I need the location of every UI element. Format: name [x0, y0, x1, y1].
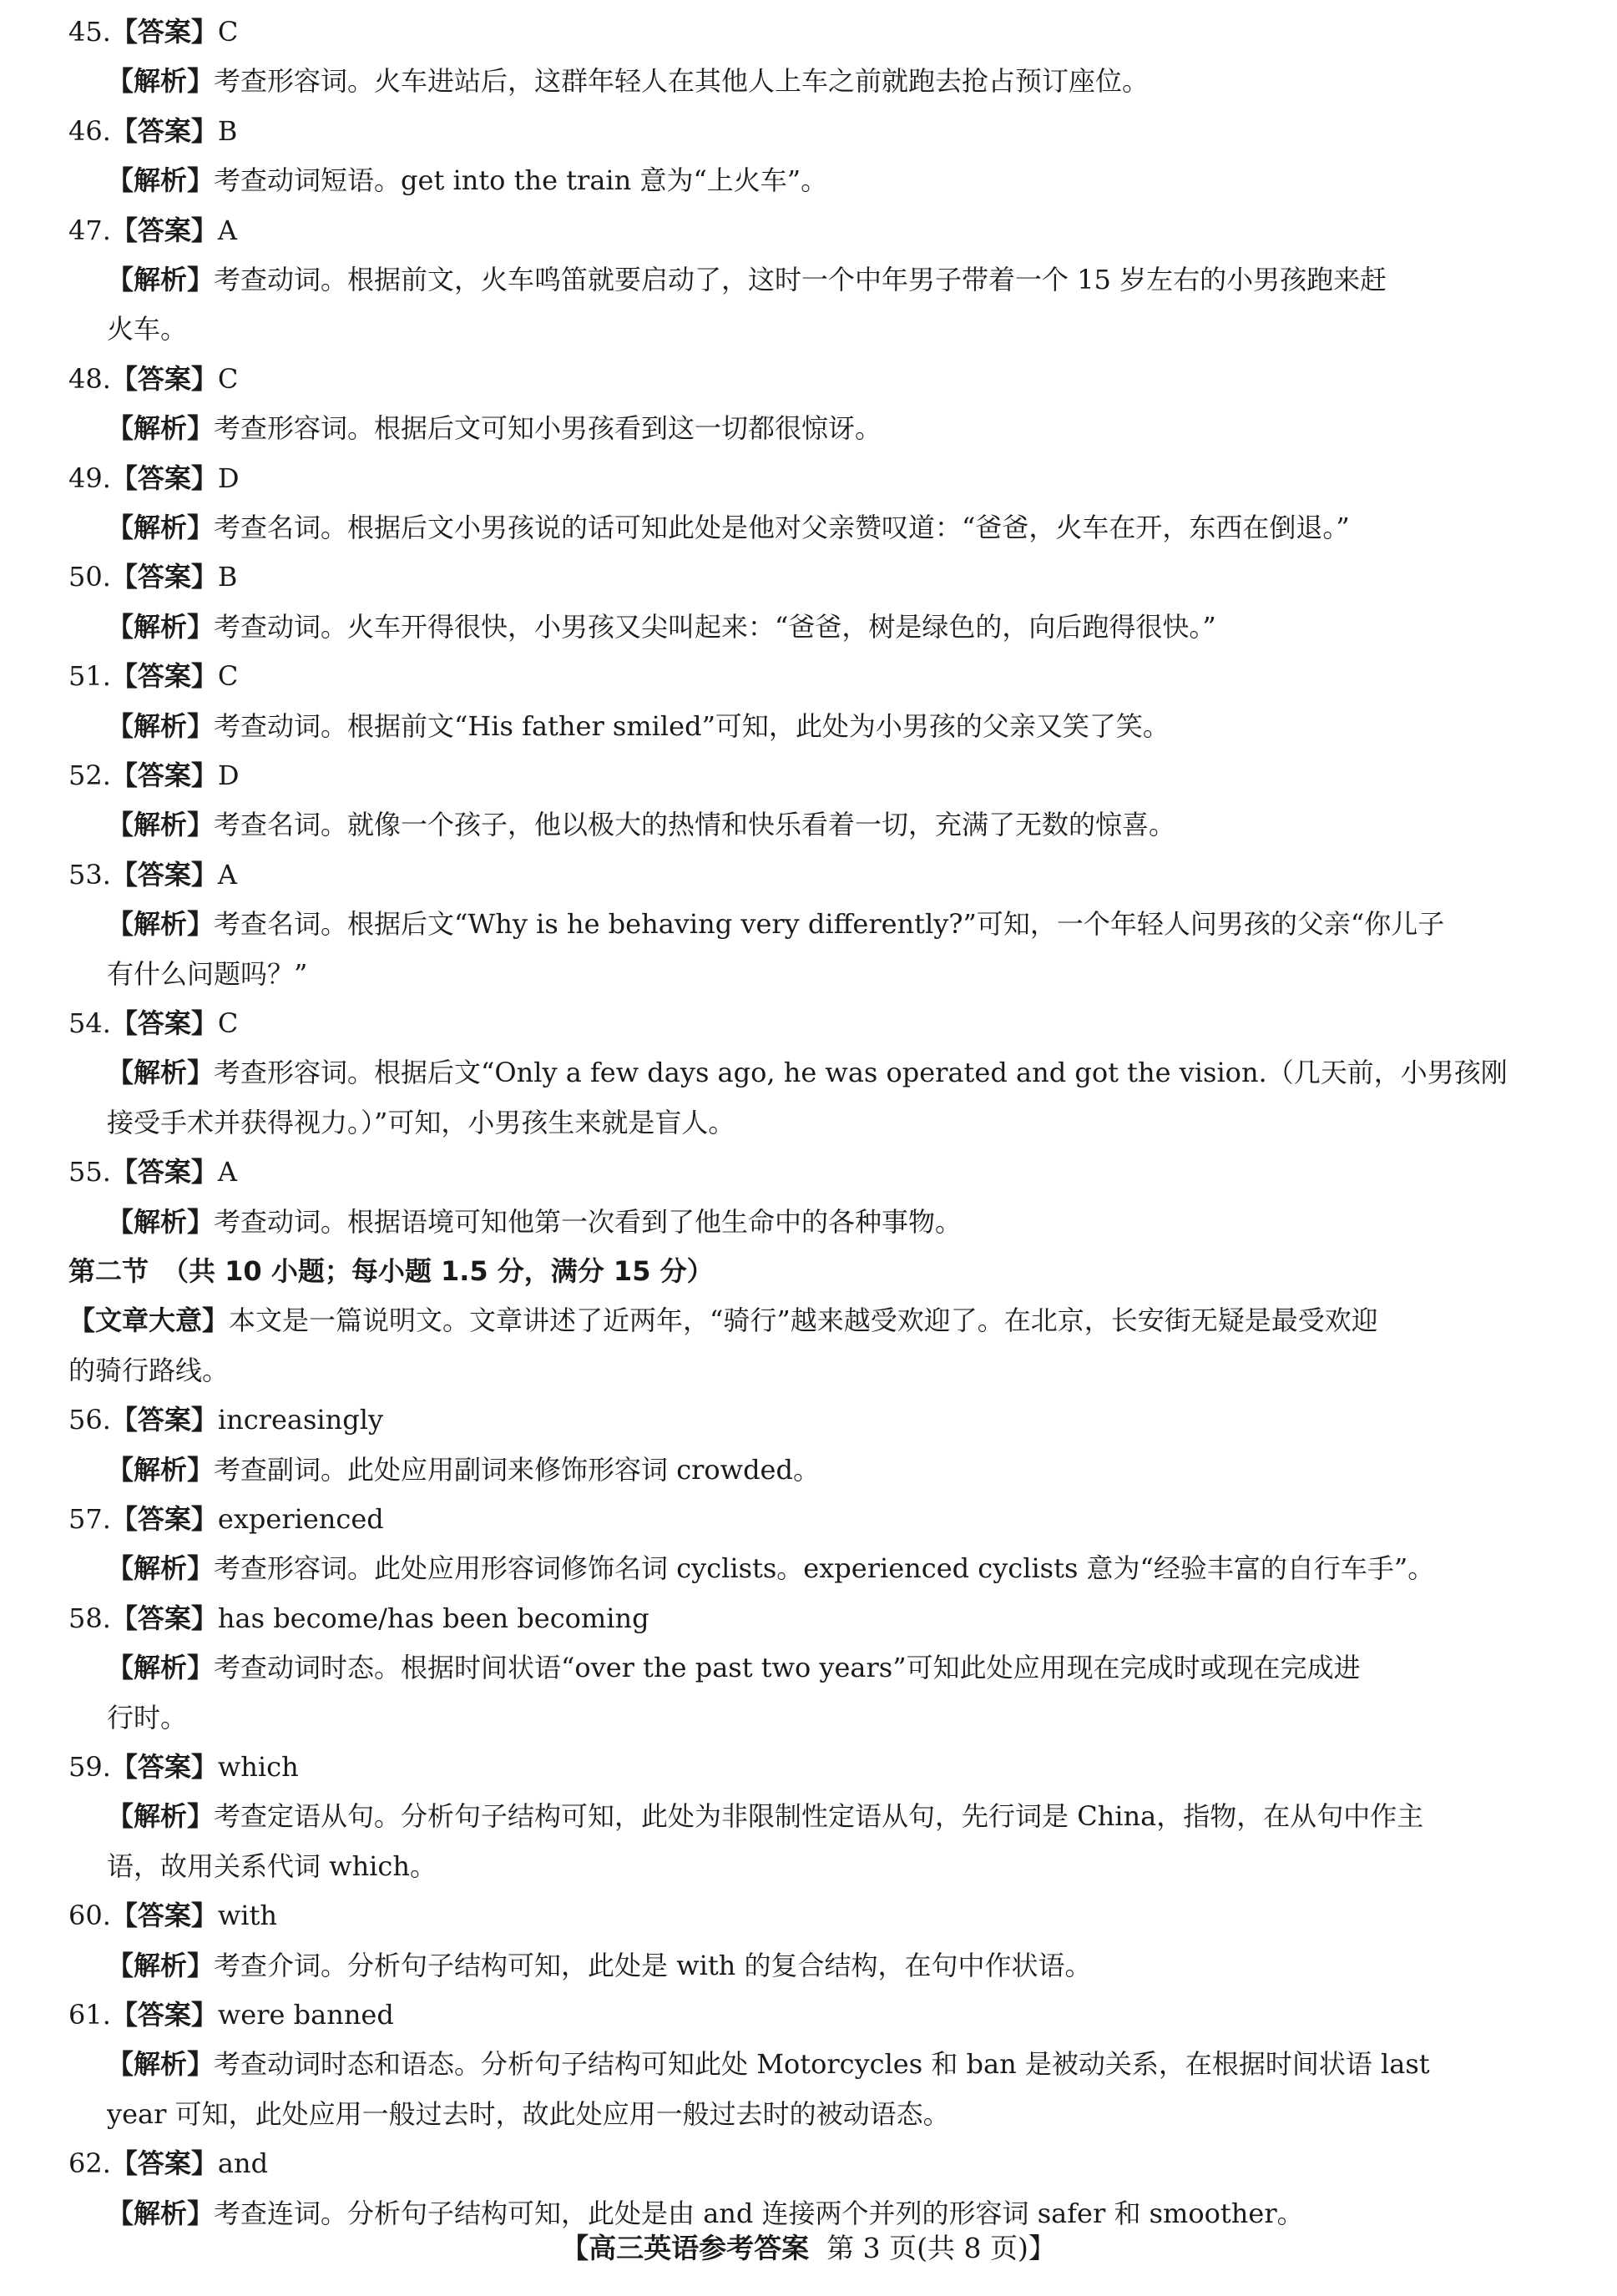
- explanation-line: [107, 709, 1170, 743]
- answer-tag: 【答案】: [110, 858, 218, 891]
- question-number: 52.: [68, 759, 111, 791]
- answer-value: C: [217, 362, 239, 395]
- explanation-text: 考查动词。根据前文“His father smiled”可知，此处为小男孩的父亲又笑了笑。: [214, 709, 1170, 742]
- section-heading-text: 第二节 （共 10 小题；每小题 1.5 分，满分 15 分）: [68, 1255, 714, 1287]
- question-number: 50.: [68, 561, 111, 593]
- explanation-text: 考查动词时态。根据时间状语“over the past two years”可知此处应用现在完成时或现在完成进: [214, 1652, 1361, 1684]
- answer-value: D: [217, 462, 240, 494]
- question-number: 60.: [68, 1900, 111, 1932]
- question-number: 55.: [68, 1156, 111, 1188]
- explanation-tag: 【解析】: [107, 164, 215, 197]
- footer-page-number: 第 3 页(共 8 页)】: [826, 2232, 1056, 2264]
- explanation-tag: 【解析】: [107, 1652, 215, 1684]
- explanation-line: [107, 1552, 1434, 1585]
- explanation-continuation: [107, 957, 307, 991]
- summary-text: 的骑行路线。: [68, 1354, 230, 1386]
- explanation-text: 考查形容词。根据后文可知小男孩看到这一切都很惊讶。: [214, 412, 882, 445]
- answer-line: [68, 114, 237, 148]
- answer-tag: 【答案】: [110, 1900, 218, 1932]
- explanation-text: 考查形容词。根据后文“Only a few days ago, he was operated and got the vision.（几天前，小男孩刚: [214, 1057, 1508, 1089]
- explanation-line: [107, 2197, 1304, 2230]
- answer-value: A: [217, 214, 238, 246]
- answer-line: [68, 1750, 299, 1784]
- answer-tag: 【答案】: [110, 462, 218, 494]
- answer-value: were banned: [217, 1999, 394, 2031]
- explanation-line: [107, 411, 882, 445]
- answer-value: has become/has been becoming: [217, 1602, 649, 1634]
- summary-text: 本文是一篇说明文。文章讲述了近两年，“骑行”越来越受欢迎了。在北京，长安街无疑是最受欢迎: [229, 1304, 1378, 1337]
- answer-tag: 【答案】: [110, 1503, 218, 1535]
- explanation-line: [107, 1205, 962, 1239]
- explanation-line: [107, 2047, 1430, 2081]
- answer-value: A: [217, 858, 238, 891]
- explanation-continuation: [107, 2097, 950, 2131]
- answer-line: [68, 1403, 383, 1436]
- footer-title: 【高三英语参考答案: [561, 2232, 810, 2264]
- explanation-line: [107, 808, 1175, 841]
- explanation-text: 考查动词。根据前文，火车鸣笛就要启动了，这时一个中年男子带着一个 15 岁左右的小男孩跑来赶: [214, 264, 1387, 295]
- question-number: 59.: [68, 1751, 111, 1783]
- explanation-line: [107, 907, 1444, 941]
- explanation-tag: 【解析】: [107, 610, 215, 643]
- explanation-continuation: [107, 312, 187, 346]
- answer-line: [68, 15, 238, 48]
- explanation-line: [107, 610, 1216, 643]
- answer-tag: 【答案】: [110, 214, 218, 246]
- explanation-text: 考查名词。根据后文小男孩说的话可知此处是他对父亲赞叹道：“爸爸，火车在开，东西在倒退。”: [214, 512, 1350, 543]
- answer-value: B: [217, 114, 238, 147]
- answer-value: C: [217, 16, 239, 48]
- answer-line: [68, 1998, 394, 2031]
- answer-tag: 【答案】: [110, 114, 218, 147]
- answer-value: which: [217, 1751, 299, 1783]
- answer-value: A: [217, 1156, 238, 1188]
- section-heading: [68, 1254, 714, 1288]
- answer-value: D: [217, 759, 240, 791]
- explanation-tag: 【解析】: [107, 908, 215, 941]
- answer-line: [68, 1899, 277, 1932]
- answer-value: increasingly: [217, 1404, 384, 1436]
- explanation-line: [107, 1799, 1423, 1833]
- explanation-text: 考查动词时态和语态。分析句子结构可知此处 Motorcycles 和 ban 是被动关系，在根据时间状语 last: [214, 2048, 1430, 2081]
- answer-tag: 【答案】: [110, 362, 218, 395]
- answer-line: [68, 1155, 237, 1188]
- answer-tag: 【答案】: [110, 1404, 218, 1436]
- answer-line: [68, 1502, 384, 1536]
- answer-tag: 【答案】: [110, 1602, 218, 1634]
- answer-tag: 【答案】: [110, 2147, 218, 2180]
- explanation-tag: 【解析】: [107, 512, 215, 543]
- answer-value: C: [217, 660, 239, 693]
- explanation-tag: 【解析】: [107, 709, 215, 742]
- question-number: 58.: [68, 1602, 111, 1634]
- question-number: 51.: [68, 660, 111, 693]
- explanation-text: 考查动词短语。get into the train 意为“上火车”。: [214, 164, 828, 197]
- answer-line: [68, 560, 237, 593]
- explanation-continuation: [107, 1701, 187, 1734]
- answer-line: [68, 362, 238, 396]
- answer-tag: 【答案】: [110, 16, 218, 48]
- explanation-text: 考查动词。火车开得很快，小男孩又尖叫起来：“爸爸，树是绿色的，向后跑得很快。”: [214, 610, 1216, 643]
- explanation-text: 考查名词。就像一个孩子，他以极大的热情和快乐看着一切，充满了无数的惊喜。: [214, 809, 1176, 841]
- answer-tag: 【答案】: [110, 1999, 218, 2031]
- explanation-tag: 【解析】: [107, 1800, 215, 1833]
- explanation-line: [107, 1651, 1361, 1684]
- explanation-tag: 【解析】: [107, 1453, 215, 1486]
- explanation-tag: 【解析】: [107, 2197, 215, 2229]
- explanation-line: [107, 164, 827, 197]
- explanation-text: 有什么问题吗？”: [107, 957, 308, 990]
- explanation-tag: 【解析】: [107, 2048, 215, 2081]
- question-number: 62.: [68, 2147, 111, 2180]
- explanation-text: 接受手术并获得视力。）”可知，小男孩生来就是盲人。: [107, 1106, 735, 1138]
- explanation-text: 考查副词。此处应用副词来修饰形容词 crowded。: [214, 1453, 820, 1486]
- answer-line: [68, 759, 240, 792]
- explanation-text: 考查连词。分析句子结构可知，此处是由 and 连接两个并列的形容词 safer 和 smoother。: [214, 2197, 1304, 2229]
- explanation-text: 语，故用关系代词 which。: [107, 1849, 437, 1882]
- answer-tag: 【答案】: [110, 1007, 218, 1039]
- explanation-text: 行时。: [107, 1701, 188, 1733]
- answer-line: [68, 214, 237, 247]
- explanation-tag: 【解析】: [107, 1057, 215, 1089]
- answer-line: [68, 1602, 649, 1635]
- answer-line: [68, 1007, 238, 1040]
- explanation-text: 考查形容词。火车进站后，这群年轻人在其他人上车之前就跑去抢占预订座位。: [214, 65, 1150, 98]
- explanation-text: 考查形容词。此处应用形容词修饰名词 cyclists。experienced cyclists 意为“经验丰富的自行车手”。: [214, 1552, 1435, 1585]
- answer-value: B: [217, 561, 238, 593]
- answer-tag: 【答案】: [110, 561, 218, 593]
- question-number: 56.: [68, 1404, 111, 1436]
- explanation-tag: 【解析】: [107, 1205, 215, 1238]
- answer-tag: 【答案】: [110, 660, 218, 693]
- answer-tag: 【答案】: [110, 1156, 218, 1188]
- answer-value: C: [217, 1007, 239, 1039]
- answer-tag: 【答案】: [110, 759, 218, 791]
- question-number: 46.: [68, 114, 111, 147]
- explanation-text: 考查名词。根据后文“Why is he behaving very differently?”可知，一个年轻人问男孩的父亲“你儿子: [214, 908, 1445, 941]
- question-number: 54.: [68, 1007, 111, 1039]
- explanation-continuation: [107, 1106, 735, 1139]
- answer-value: experienced: [217, 1503, 384, 1535]
- answer-tag: 【答案】: [110, 1751, 218, 1783]
- explanation-line: [107, 64, 1149, 98]
- explanation-tag: 【解析】: [107, 65, 215, 98]
- question-number: 47.: [68, 214, 111, 246]
- explanation-line: [107, 1056, 1508, 1089]
- page-footer: [0, 2232, 1617, 2265]
- question-number: 45.: [68, 16, 111, 48]
- explanation-line: [107, 1949, 1091, 1982]
- explanation-text: 考查动词。根据语境可知他第一次看到了他生命中的各种事物。: [214, 1205, 963, 1238]
- question-number: 53.: [68, 858, 111, 891]
- explanation-text: 火车。: [107, 313, 188, 346]
- explanation-tag: 【解析】: [107, 809, 215, 841]
- explanation-tag: 【解析】: [107, 264, 215, 295]
- answer-line: [68, 858, 237, 891]
- question-number: 57.: [68, 1503, 111, 1535]
- answer-line: [68, 462, 240, 495]
- explanation-tag: 【解析】: [107, 1949, 215, 1981]
- answer-value: and: [217, 2147, 269, 2180]
- explanation-tag: 【解析】: [107, 412, 215, 445]
- summary-line: [68, 1304, 1378, 1337]
- explanation-text: year 可知，此处应用一般过去时，故此处应用一般过去时的被动语态。: [107, 2097, 950, 2130]
- answer-value: with: [217, 1900, 277, 1932]
- explanation-text: 考查定语从句。分析句子结构可知，此处为非限制性定语从句，先行词是 China，指物，在从句中作主: [214, 1800, 1424, 1833]
- question-number: 49.: [68, 462, 111, 494]
- question-number: 48.: [68, 362, 111, 395]
- answer-line: [68, 659, 238, 693]
- summary-continuation: [68, 1354, 229, 1387]
- explanation-line: [107, 511, 1350, 544]
- explanation-tag: 【解析】: [107, 1552, 215, 1585]
- question-number: 61.: [68, 1999, 111, 2031]
- explanation-continuation: [107, 1849, 437, 1883]
- explanation-line: [107, 263, 1387, 296]
- explanation-line: [107, 1453, 820, 1486]
- explanation-text: 考查介词。分析句子结构可知，此处是 with 的复合结构，在句中作状语。: [214, 1949, 1092, 1981]
- summary-tag: 【文章大意】: [68, 1304, 230, 1337]
- answer-line: [68, 2147, 268, 2180]
